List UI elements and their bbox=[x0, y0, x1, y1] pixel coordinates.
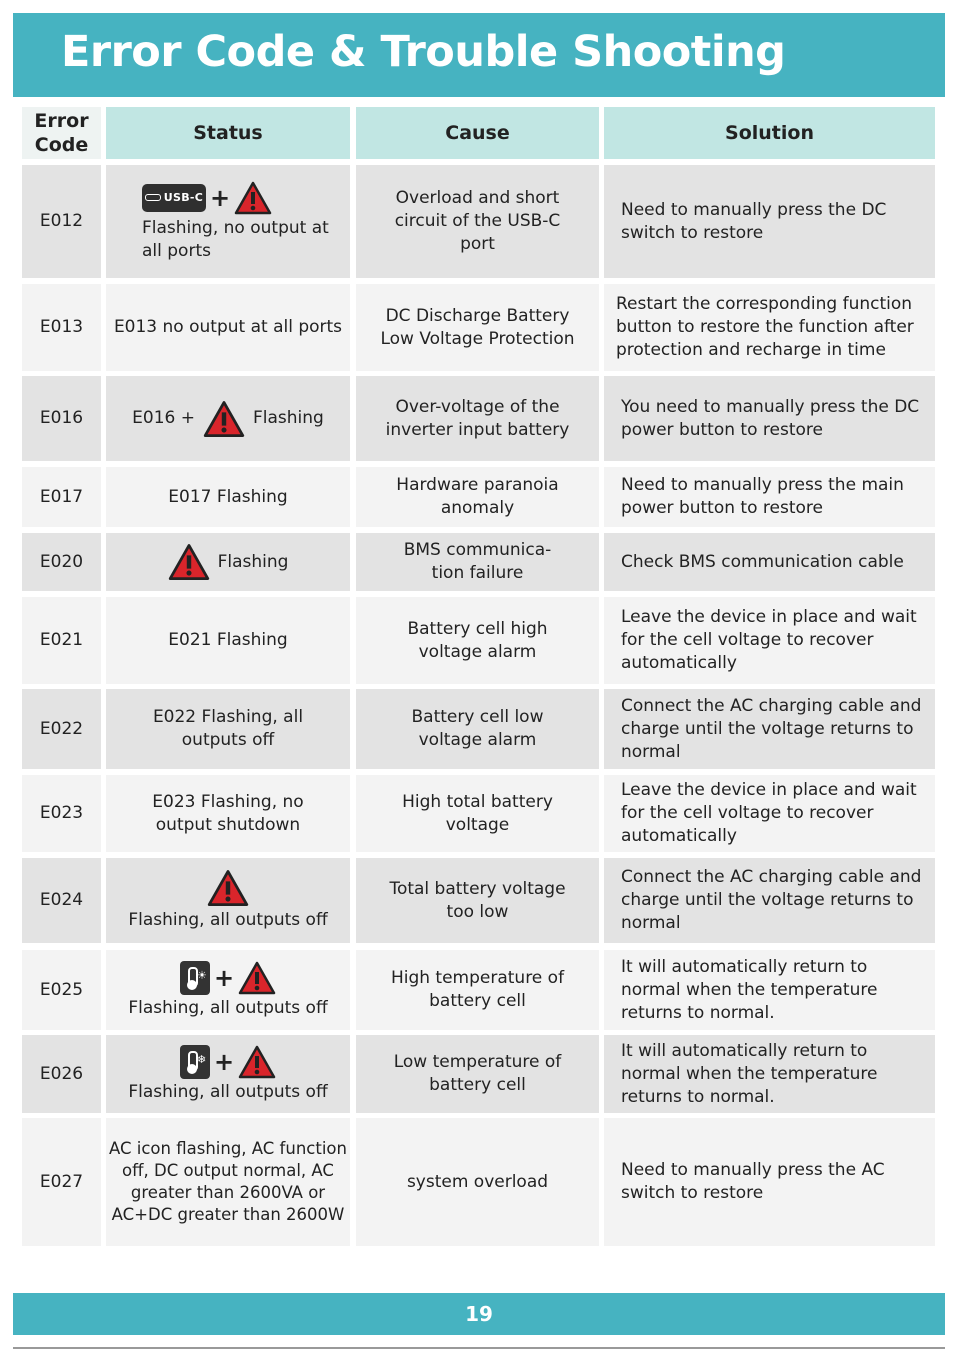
row-e025-status bbox=[106, 950, 350, 1030]
warning-icon bbox=[238, 961, 276, 995]
row-e025-cause: High temperature of battery cell bbox=[356, 950, 599, 1030]
page-footer-banner bbox=[13, 1293, 945, 1335]
page-header-banner bbox=[13, 13, 945, 97]
row-e020-code: E020 bbox=[22, 533, 101, 591]
row-e027-status: AC icon flashing, AC function off, DC output normal, AC greater than 2600VA or AC+DC greater than 2600W bbox=[106, 1118, 350, 1246]
row-e021-cause: Battery cell high voltage alarm bbox=[356, 597, 599, 684]
row-e024-code: E024 bbox=[22, 858, 101, 943]
row-e016-code: E016 bbox=[22, 376, 101, 461]
warning-icon bbox=[203, 400, 245, 438]
row-e022-cause: Battery cell low voltage alarm bbox=[356, 689, 599, 769]
row-e017-status: E017 Flashing bbox=[106, 467, 350, 527]
row-e023-status: E023 Flashing, no output shutdown bbox=[106, 775, 350, 852]
row-e027-cause: system overload bbox=[356, 1118, 599, 1246]
row-e022-code: E022 bbox=[22, 689, 101, 769]
row-e016-cause: Over-voltage of the inverter input battery bbox=[356, 376, 599, 461]
status-text: Flashing, no output at all ports bbox=[142, 217, 329, 261]
row-e013-solution: Restart the corresponding function button to restore the function after protection and recharge in time bbox=[604, 284, 935, 371]
row-e022-status: E022 Flashing, all outputs off bbox=[106, 689, 350, 769]
plus-sign: + bbox=[210, 183, 231, 212]
header-status: Status bbox=[106, 107, 350, 159]
status-text: Flashing bbox=[217, 551, 289, 572]
header-cause: Cause bbox=[356, 107, 599, 159]
row-e013-code: E013 bbox=[22, 284, 101, 371]
page-number: 19 bbox=[465, 1302, 493, 1326]
row-e027-code: E027 bbox=[22, 1118, 101, 1246]
row-e023-cause: High total battery voltage bbox=[356, 775, 599, 852]
row-e016-solution: You need to manually press the DC power button to restore bbox=[604, 376, 935, 461]
plus-sign: + bbox=[213, 963, 235, 992]
row-e017-solution: Need to manually press the main power button to restore bbox=[604, 467, 935, 527]
row-e017-code: E017 bbox=[22, 467, 101, 527]
status-text: Flashing, all outputs off bbox=[128, 997, 328, 1018]
row-e021-status: E021 Flashing bbox=[106, 597, 350, 684]
header-error-code: Error Code bbox=[22, 107, 101, 159]
row-e026-cause: Low temperature of battery cell bbox=[356, 1035, 599, 1113]
header-solution: Solution bbox=[604, 107, 935, 159]
row-e021-solution: Leave the device in place and wait for the cell voltage to recover automatically bbox=[604, 597, 935, 684]
warning-icon bbox=[207, 869, 249, 907]
row-e017-cause: Hardware paranoia anomaly bbox=[356, 467, 599, 527]
row-e012-code: E012 bbox=[22, 165, 101, 278]
row-e026-solution: It will automatically return to normal when the temperature returns to normal. bbox=[604, 1035, 935, 1113]
row-e024-status bbox=[106, 858, 350, 943]
status-text: Flashing bbox=[253, 408, 324, 428]
warning-icon bbox=[234, 181, 272, 215]
status-prefix: E016 + bbox=[132, 408, 195, 428]
row-e020-solution: Check BMS communication cable bbox=[604, 533, 935, 591]
status-text: Flashing, all outputs off bbox=[128, 910, 328, 930]
row-e026-code: E026 bbox=[22, 1035, 101, 1113]
row-e013-cause: DC Discharge Battery Low Voltage Protection bbox=[356, 284, 599, 371]
page-title: Error Code & Trouble Shooting bbox=[61, 27, 786, 77]
row-e021-code: E021 bbox=[22, 597, 101, 684]
plus-sign: + bbox=[213, 1047, 235, 1076]
row-e027-solution: Need to manually press the AC switch to restore bbox=[604, 1118, 935, 1246]
usb-c-port-icon: USB-C bbox=[142, 184, 206, 212]
warning-icon bbox=[168, 543, 210, 581]
row-e020-status bbox=[106, 533, 350, 591]
row-e013-status: E013 no output at all ports bbox=[106, 284, 350, 371]
status-text: Flashing, all outputs off bbox=[128, 1081, 328, 1102]
row-e016-status bbox=[106, 376, 350, 461]
row-e023-solution: Leave the device in place and wait for the cell voltage to recover automatically bbox=[604, 775, 935, 852]
row-e024-cause: Total battery voltage too low bbox=[356, 858, 599, 943]
row-e026-status bbox=[106, 1035, 350, 1113]
low-temperature-icon: ❄ bbox=[180, 1045, 210, 1079]
row-e012-cause: Overload and short circuit of the USB-C port bbox=[356, 165, 599, 278]
row-e020-cause: BMS communica- tion failure bbox=[356, 533, 599, 591]
high-temperature-icon: ☀ bbox=[180, 961, 210, 995]
row-e025-code: E025 bbox=[22, 950, 101, 1030]
row-e023-code: E023 bbox=[22, 775, 101, 852]
row-e012-solution: Need to manually press the DC switch to restore bbox=[604, 165, 935, 278]
row-e024-solution: Connect the AC charging cable and charge until the voltage returns to normal bbox=[604, 858, 935, 943]
warning-icon bbox=[238, 1045, 276, 1079]
row-e022-solution: Connect the AC charging cable and charge until the voltage returns to normal bbox=[604, 689, 935, 769]
row-e012-status bbox=[106, 165, 350, 278]
row-e025-solution: It will automatically return to normal when the temperature returns to normal. bbox=[604, 950, 935, 1030]
